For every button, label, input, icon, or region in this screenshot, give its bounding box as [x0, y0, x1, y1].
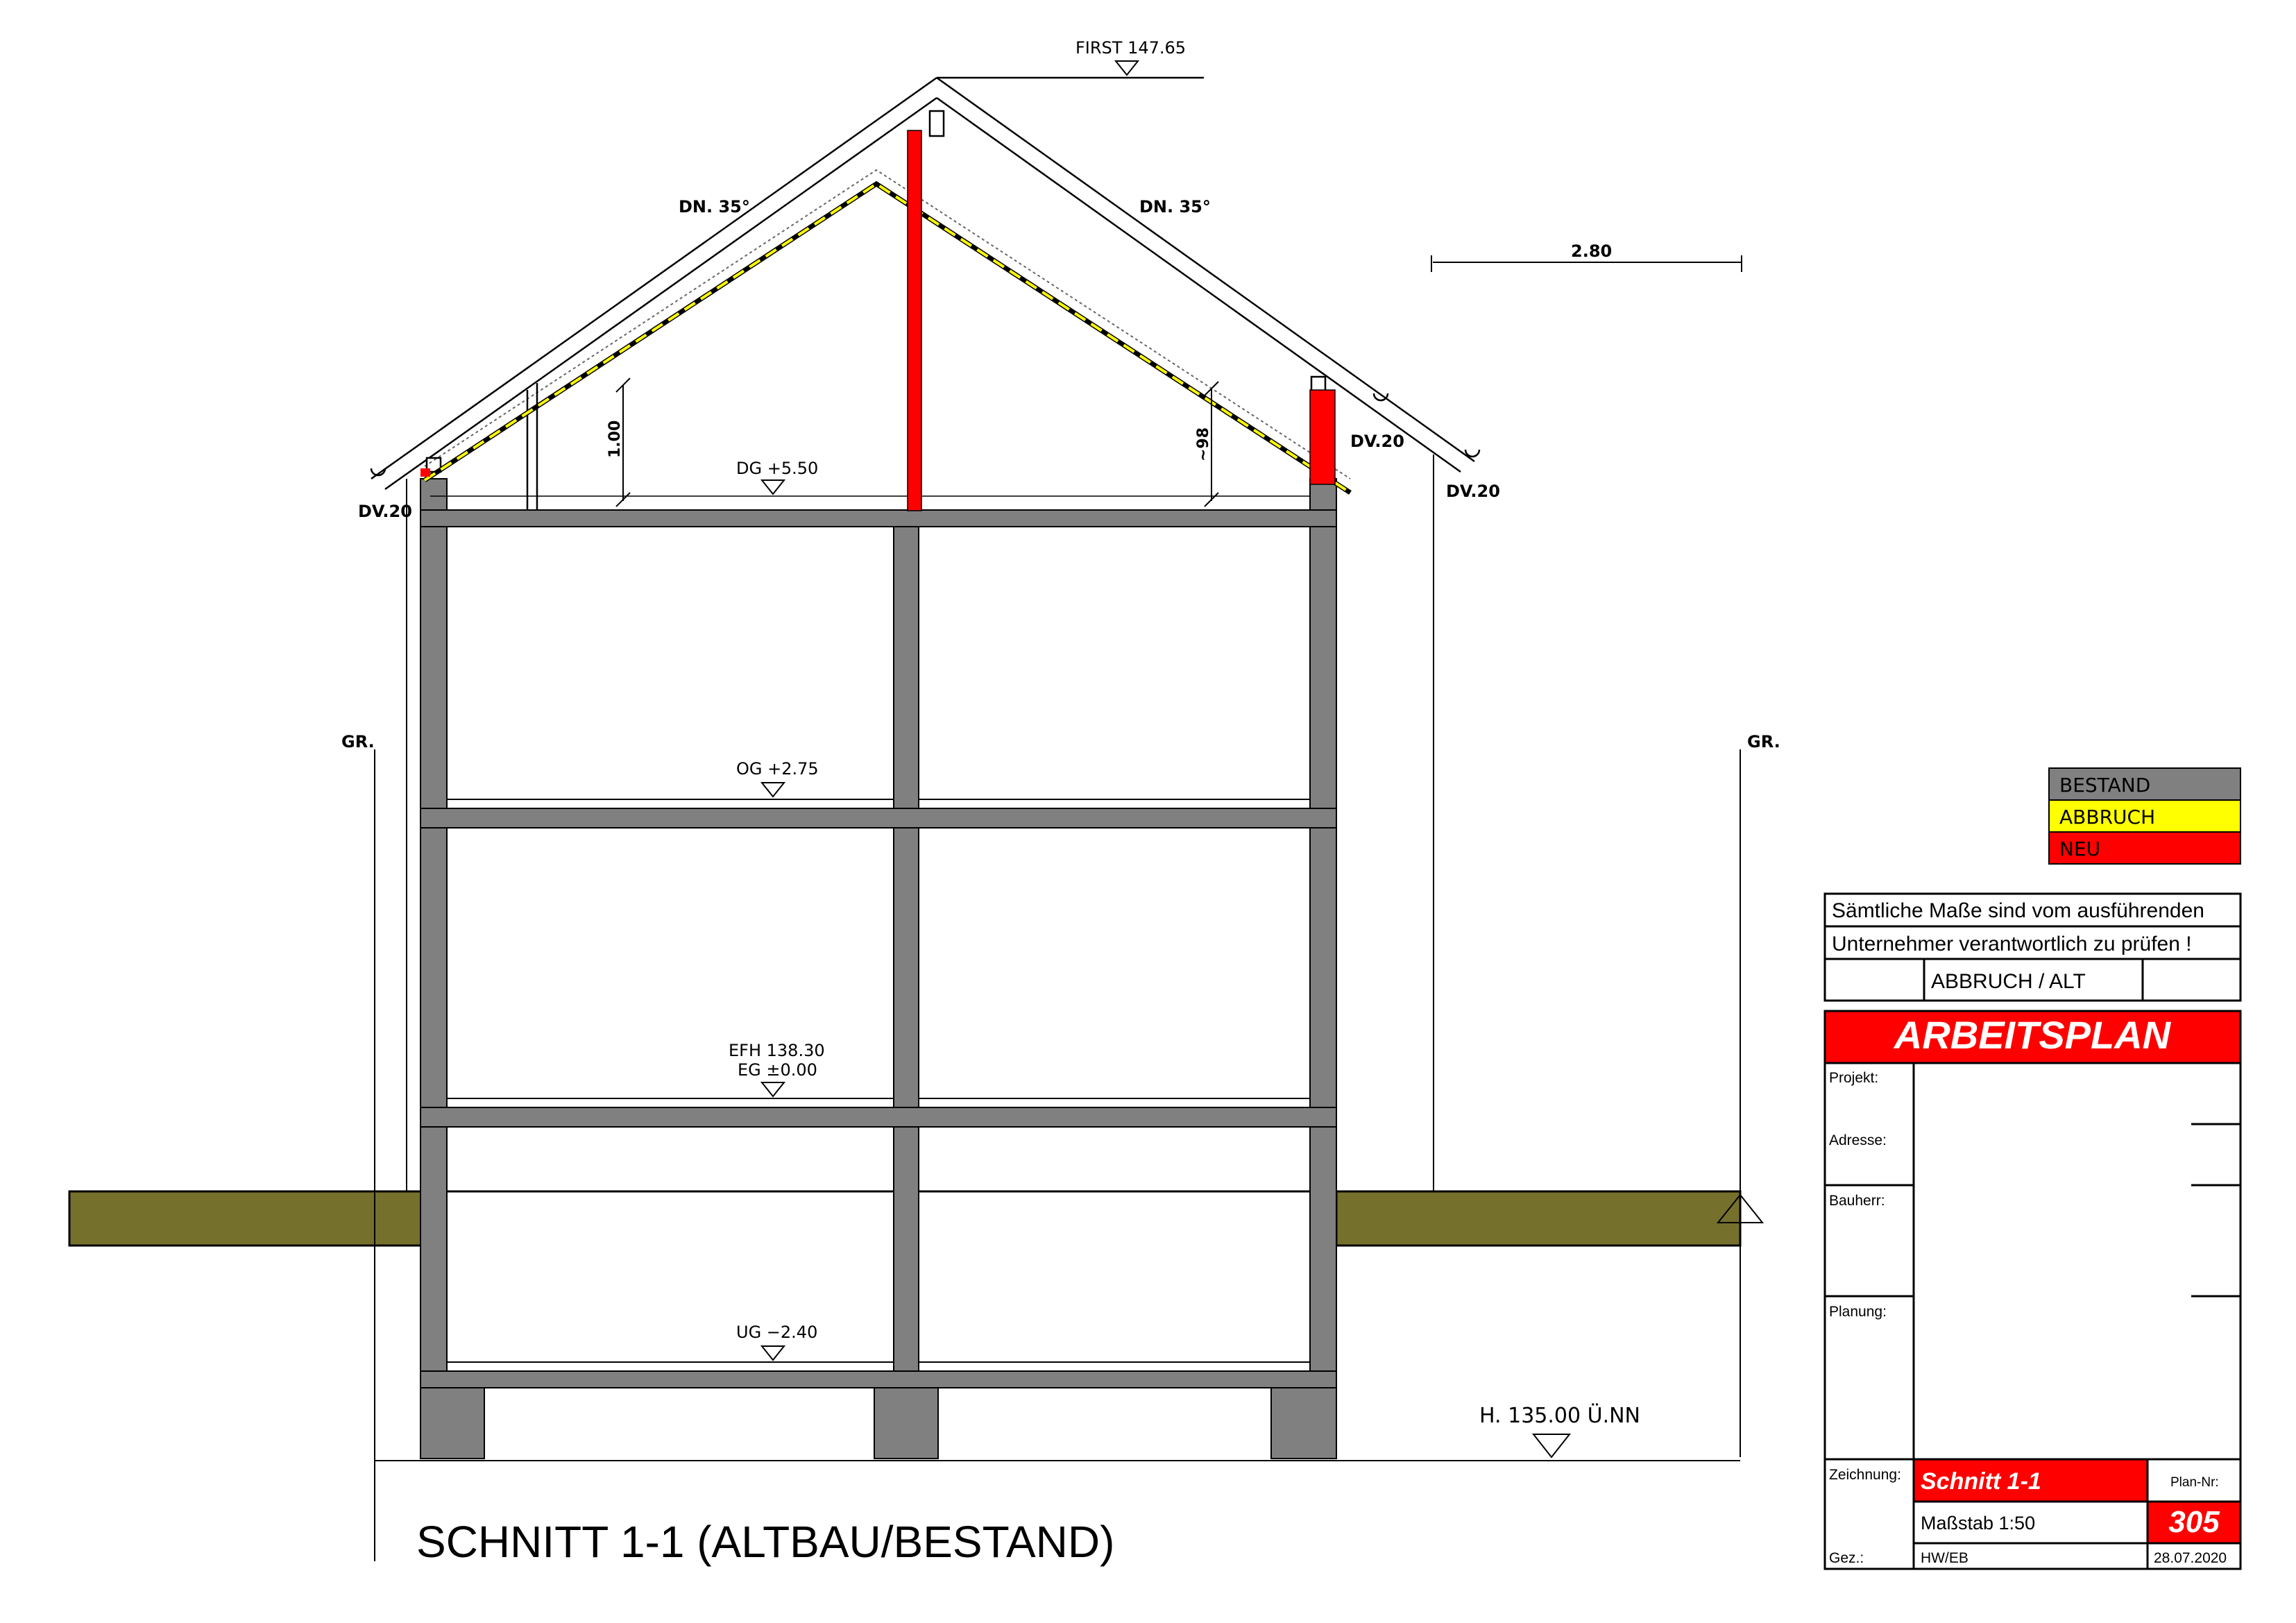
legend-abbruch-label: ABBRUCH — [2059, 806, 2156, 829]
roof-pitch-right: DN. 35° — [1139, 197, 1211, 216]
bauherr-label: Bauherr: — [1829, 1193, 1885, 1209]
slab-eg — [420, 1107, 1336, 1127]
og-level-label: OG +2.75 — [736, 759, 819, 779]
zeichnung-label: Zeichnung: — [1829, 1467, 1901, 1483]
kneewall-right-label: ~98 — [1195, 427, 1212, 461]
new-chimney-wall — [908, 130, 921, 511]
eave-right-label: DV.20 — [1446, 482, 1500, 501]
legend-bestand-label: BESTAND — [2059, 774, 2151, 797]
ug-level-marker — [762, 1346, 784, 1360]
ridge-label: FIRST 147.65 — [1075, 38, 1187, 58]
slab-ug — [420, 1371, 1336, 1388]
ground-level-marker — [1533, 1434, 1570, 1457]
slab-og — [420, 808, 1336, 828]
efh-level-label: EFH 138.30 — [729, 1041, 825, 1060]
foundation-right — [1271, 1388, 1336, 1459]
ground-left — [69, 1191, 422, 1246]
dg-level-marker — [762, 480, 784, 494]
gez-label: Gez.: — [1829, 1550, 1864, 1566]
ridge-level-marker — [1116, 61, 1138, 75]
legend-neu-label: NEU — [2059, 838, 2101, 860]
title-block-header: ARBEITSPLAN — [1894, 1013, 2171, 1057]
og-level-marker — [762, 783, 784, 797]
new-kneewall-right — [1310, 390, 1335, 484]
scale-label: Maßstab 1:50 — [1921, 1513, 2036, 1533]
plan-nr-label: Plan-Nr: — [2170, 1475, 2219, 1490]
slab-dg — [420, 510, 1336, 527]
right-exterior-wall — [1310, 479, 1336, 1459]
center-wall — [894, 510, 919, 1459]
floor-finishes — [447, 510, 1310, 1362]
foundation-left — [420, 1388, 484, 1459]
left-exterior-wall — [420, 479, 447, 1459]
eave-left-label: DV.20 — [358, 502, 412, 521]
drawing-title: SCHNITT 1-1 (ALTBAU/BESTAND) — [416, 1517, 1115, 1567]
legend — [2049, 768, 2240, 864]
ground-right — [1336, 1191, 1740, 1246]
gr-left-label: GR. — [341, 732, 375, 751]
gr-right-label: GR. — [1747, 732, 1780, 751]
dim-top-label: 2.80 — [1571, 241, 1613, 261]
dg-level-label: DG +5.50 — [736, 459, 819, 478]
new-eave-left — [420, 468, 430, 477]
roof-pitch-left: DN. 35° — [679, 197, 750, 216]
drawn-by: HW/EB — [1921, 1550, 1968, 1566]
eave-mid-label: DV.20 — [1350, 432, 1404, 451]
eg-level-marker — [762, 1082, 784, 1096]
note-line1: Sämtliche Maße sind vom ausführenden — [1832, 899, 2204, 922]
status-label: ABBRUCH / ALT — [1931, 970, 2086, 993]
eg-level-label: EG ±0.00 — [738, 1060, 817, 1080]
drawing-name: Schnitt 1-1 — [1921, 1468, 2041, 1495]
kneewall-left-label: 1.00 — [606, 420, 624, 458]
plan-date: 28.07.2020 — [2154, 1550, 2227, 1566]
ug-level-label: UG −2.40 — [736, 1323, 818, 1342]
building-structure — [420, 479, 1336, 1459]
foundation-center — [874, 1388, 938, 1459]
projekt-label: Projekt: — [1829, 1070, 1879, 1086]
note-line2: Unternehmer verantwortlich zu prüfen ! — [1832, 933, 2192, 955]
adresse-label: Adresse: — [1829, 1132, 1887, 1148]
plan-nr-value: 305 — [2168, 1505, 2220, 1539]
planung-label: Planung: — [1829, 1304, 1887, 1320]
ground-level-label: H. 135.00 Ü.NN — [1479, 1404, 1640, 1428]
